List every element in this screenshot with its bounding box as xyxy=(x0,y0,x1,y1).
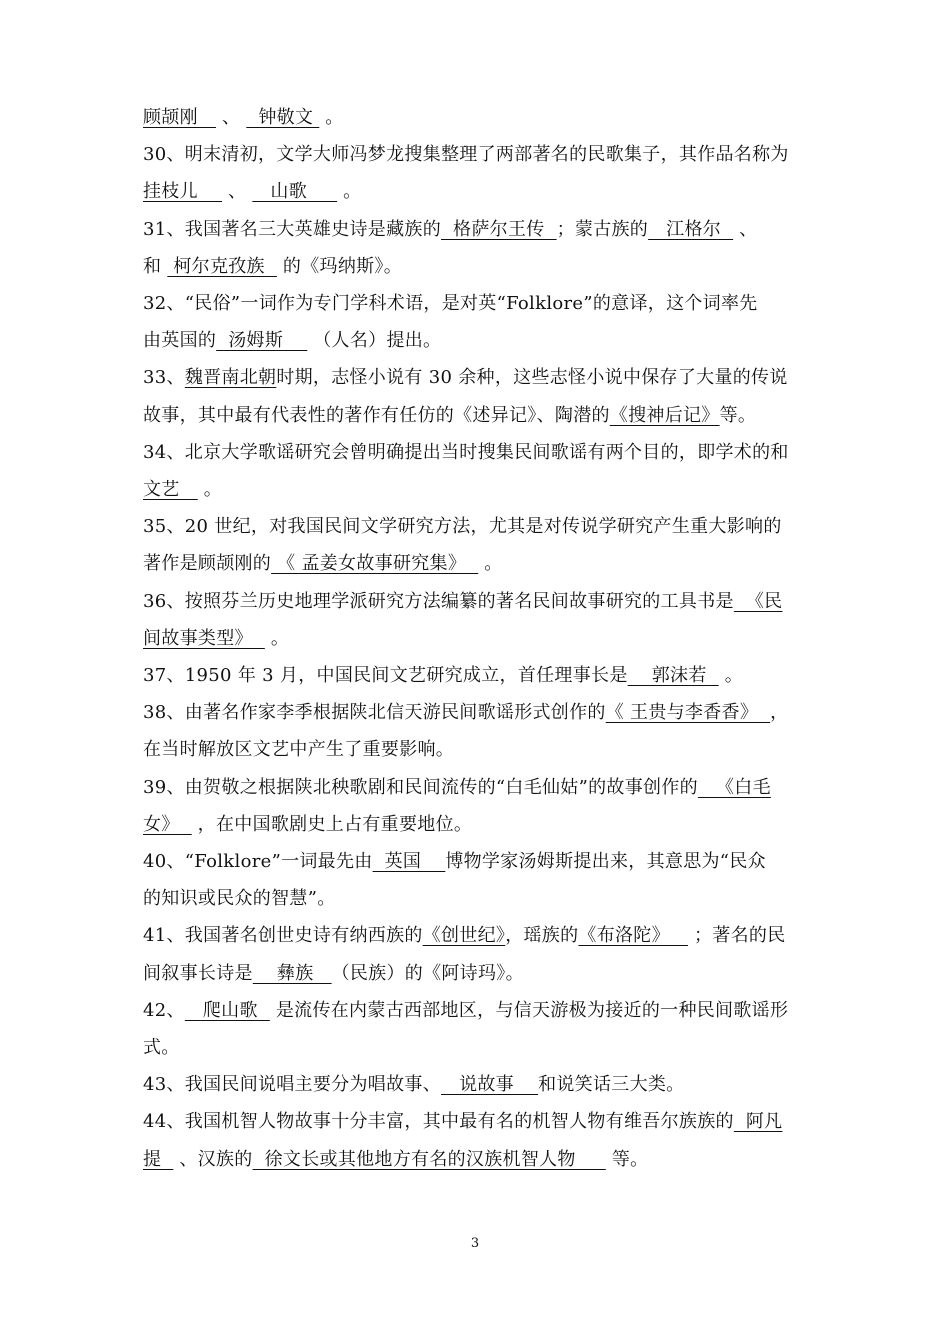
text-line xyxy=(143,218,813,242)
text-line xyxy=(143,143,813,167)
text-line xyxy=(143,366,813,390)
text-line xyxy=(143,478,813,502)
text-line xyxy=(143,329,813,353)
answer-blank: 说故事 xyxy=(441,1074,539,1096)
text-segment: 博物学家汤姆斯提出来，其意思为“民众 xyxy=(445,851,766,872)
text-segment: 44、我国机智人物故事十分丰富，其中最有名的机智人物有维吾尔族族的 xyxy=(143,1111,734,1133)
answer-blank: 女》 xyxy=(143,813,192,835)
text-segment: 。 xyxy=(197,479,222,500)
text-line xyxy=(143,1036,813,1060)
answer-blank: 爬山歌 xyxy=(184,999,270,1021)
text-segment: 43、我国民间说唱主要分为唱故事、 xyxy=(143,1074,442,1096)
answer-blank: 英国 xyxy=(372,851,446,872)
text-line xyxy=(143,180,813,204)
text-segment: 著作是顾颉刚的 xyxy=(143,553,272,575)
text-segment: 等。 xyxy=(719,404,757,426)
text-line xyxy=(143,776,813,800)
text-segment: 等。 xyxy=(605,1148,649,1170)
text-line xyxy=(143,738,813,762)
answer-blank: 彝族 xyxy=(252,962,332,984)
answer-blank: 汤姆斯 xyxy=(216,330,308,352)
text-segment: 。 xyxy=(478,553,503,575)
text-segment: 式。 xyxy=(143,1037,180,1058)
answer-blank: 魏晋南北朝 xyxy=(184,367,277,389)
text-line xyxy=(143,292,813,316)
text-segment: 37、1950 年 3 月，中国民间文艺研究成立，首任理事长是 xyxy=(143,665,628,686)
text-line xyxy=(143,1073,813,1097)
answer-blank: 阿凡 xyxy=(733,1111,783,1133)
text-line xyxy=(143,404,813,428)
text-segment: 在当时解放区文艺中产生了重要影响。 xyxy=(143,739,455,761)
page-number: 3 xyxy=(470,1236,480,1251)
text-segment: ，在中国歌剧史上占有重要地位。 xyxy=(191,813,473,835)
text-segment: 36、按照芬兰历史地理学派研究方法编纂的著名民间故事研究的工具书是 xyxy=(143,590,734,612)
answer-blank: 山歌 xyxy=(252,181,338,203)
text-segment: （人名）提出。 xyxy=(307,330,442,352)
text-line xyxy=(143,962,813,986)
text-segment: 38、由著名作家李季根据陕北信天游民间歌谣形式创作的 xyxy=(143,702,606,724)
answer-blank: 徐文长或其他地方有名的汉族机智人物 xyxy=(252,1148,606,1170)
text-line xyxy=(143,924,813,948)
text-segment: 是流传在内蒙古西部地区，与信天游极为接近的一种民间歌谣形 xyxy=(269,999,789,1021)
text-line xyxy=(143,999,813,1023)
text-line xyxy=(143,106,813,130)
text-segment: 、 xyxy=(215,107,247,128)
text-segment: 、 xyxy=(222,181,253,203)
text-segment: 间叙事长诗是 xyxy=(143,962,253,984)
text-line xyxy=(143,627,813,651)
text-line xyxy=(143,255,813,279)
answer-blank: 间故事类型》 xyxy=(143,627,265,649)
text-line xyxy=(143,552,813,576)
text-segment: 时期，志怪小说有 30 余种，这些志怪小说中保存了大量的传说 xyxy=(276,367,788,389)
answer-blank: 《 孟姜女故事研究集》 xyxy=(271,553,479,575)
text-segment: 和 xyxy=(143,255,168,277)
text-segment: 。 xyxy=(718,665,743,686)
text-segment: 。 xyxy=(264,627,290,649)
answer-blank: 提 xyxy=(143,1148,174,1170)
answer-blank: 郭沫若 xyxy=(627,665,719,686)
text-segment: ， xyxy=(770,702,789,724)
text-segment: 40、“Folklore”一词最先由 xyxy=(143,851,373,872)
text-segment: ，瑶族的 xyxy=(505,925,579,947)
text-segment: 34、北京大学歌谣研究会曾明确提出当时搜集民间歌谣有两个目的，即学术的和 xyxy=(143,441,789,463)
answer-blank: 江格尔 xyxy=(648,218,734,240)
text-segment: （民族）的《阿诗玛》。 xyxy=(331,962,524,984)
answer-blank: 《搜神后记》 xyxy=(609,404,720,426)
text-segment: 的知识或民众的智慧”。 xyxy=(143,888,336,910)
text-segment: 32、“民俗”一词作为专门学科术语，是对英“Folklore”的意译，这个词率先 xyxy=(143,293,758,314)
text-segment: ；蒙古族的 xyxy=(556,218,649,240)
answer-blank: 《白毛 xyxy=(697,776,771,798)
text-line xyxy=(143,664,813,688)
answer-blank: 挂枝儿 xyxy=(143,181,222,203)
answer-blank: 文艺 xyxy=(143,479,198,500)
text-line xyxy=(143,515,813,539)
text-line xyxy=(143,441,813,465)
text-segment: 41、我国著名创世史诗有纳西族的 xyxy=(143,925,423,947)
text-line xyxy=(143,701,813,725)
text-line xyxy=(143,590,813,614)
answer-blank: 柯尔克孜族 xyxy=(167,255,277,277)
text-segment: 、 xyxy=(733,218,758,240)
text-segment: ；著名的民 xyxy=(687,925,786,947)
answer-blank: 格萨尔王传 xyxy=(441,218,557,240)
text-line xyxy=(143,1110,813,1134)
answer-blank: 《创世纪》 xyxy=(422,925,506,947)
text-line xyxy=(143,850,813,874)
text-segment: 31、我国著名三大英雄史诗是藏族的 xyxy=(143,218,442,240)
text-segment: 35、20 世纪，对我国民间文学研究方法，尤其是对传说学研究产生重大影响的 xyxy=(143,516,782,538)
text-segment: 。 xyxy=(337,181,362,203)
text-segment: 、汉族的 xyxy=(173,1148,253,1170)
text-line xyxy=(143,813,813,837)
text-segment: 由英国的 xyxy=(143,330,217,352)
text-segment: 39、由贺敬之根据陕北秧歌剧和民间流传的“白毛仙姑”的故事创作的 xyxy=(143,776,698,798)
text-line xyxy=(143,887,813,911)
text-segment: 30、明末清初，文学大师冯梦龙搜集整理了两部著名的民歌集子，其作品名称为 xyxy=(143,144,789,166)
answer-blank: 钟敬文 xyxy=(246,107,320,128)
answer-blank: 《 王贵与李香香》 xyxy=(605,702,771,724)
text-segment: 。 xyxy=(319,107,344,128)
text-line xyxy=(143,1148,813,1172)
text-segment: 故事，其中最有代表性的著作有任仿的《述异记》、陶潜的 xyxy=(143,404,610,426)
text-segment: 和说笑话三大类。 xyxy=(538,1074,685,1096)
answer-blank: 《民 xyxy=(733,590,783,612)
text-segment: 42、 xyxy=(143,999,185,1021)
text-segment: 33、 xyxy=(143,367,185,389)
text-segment: 的《玛纳斯》。 xyxy=(276,255,403,277)
answer-blank: 顾颉刚 xyxy=(143,107,216,128)
answer-blank: 《布洛陀》 xyxy=(578,925,688,947)
